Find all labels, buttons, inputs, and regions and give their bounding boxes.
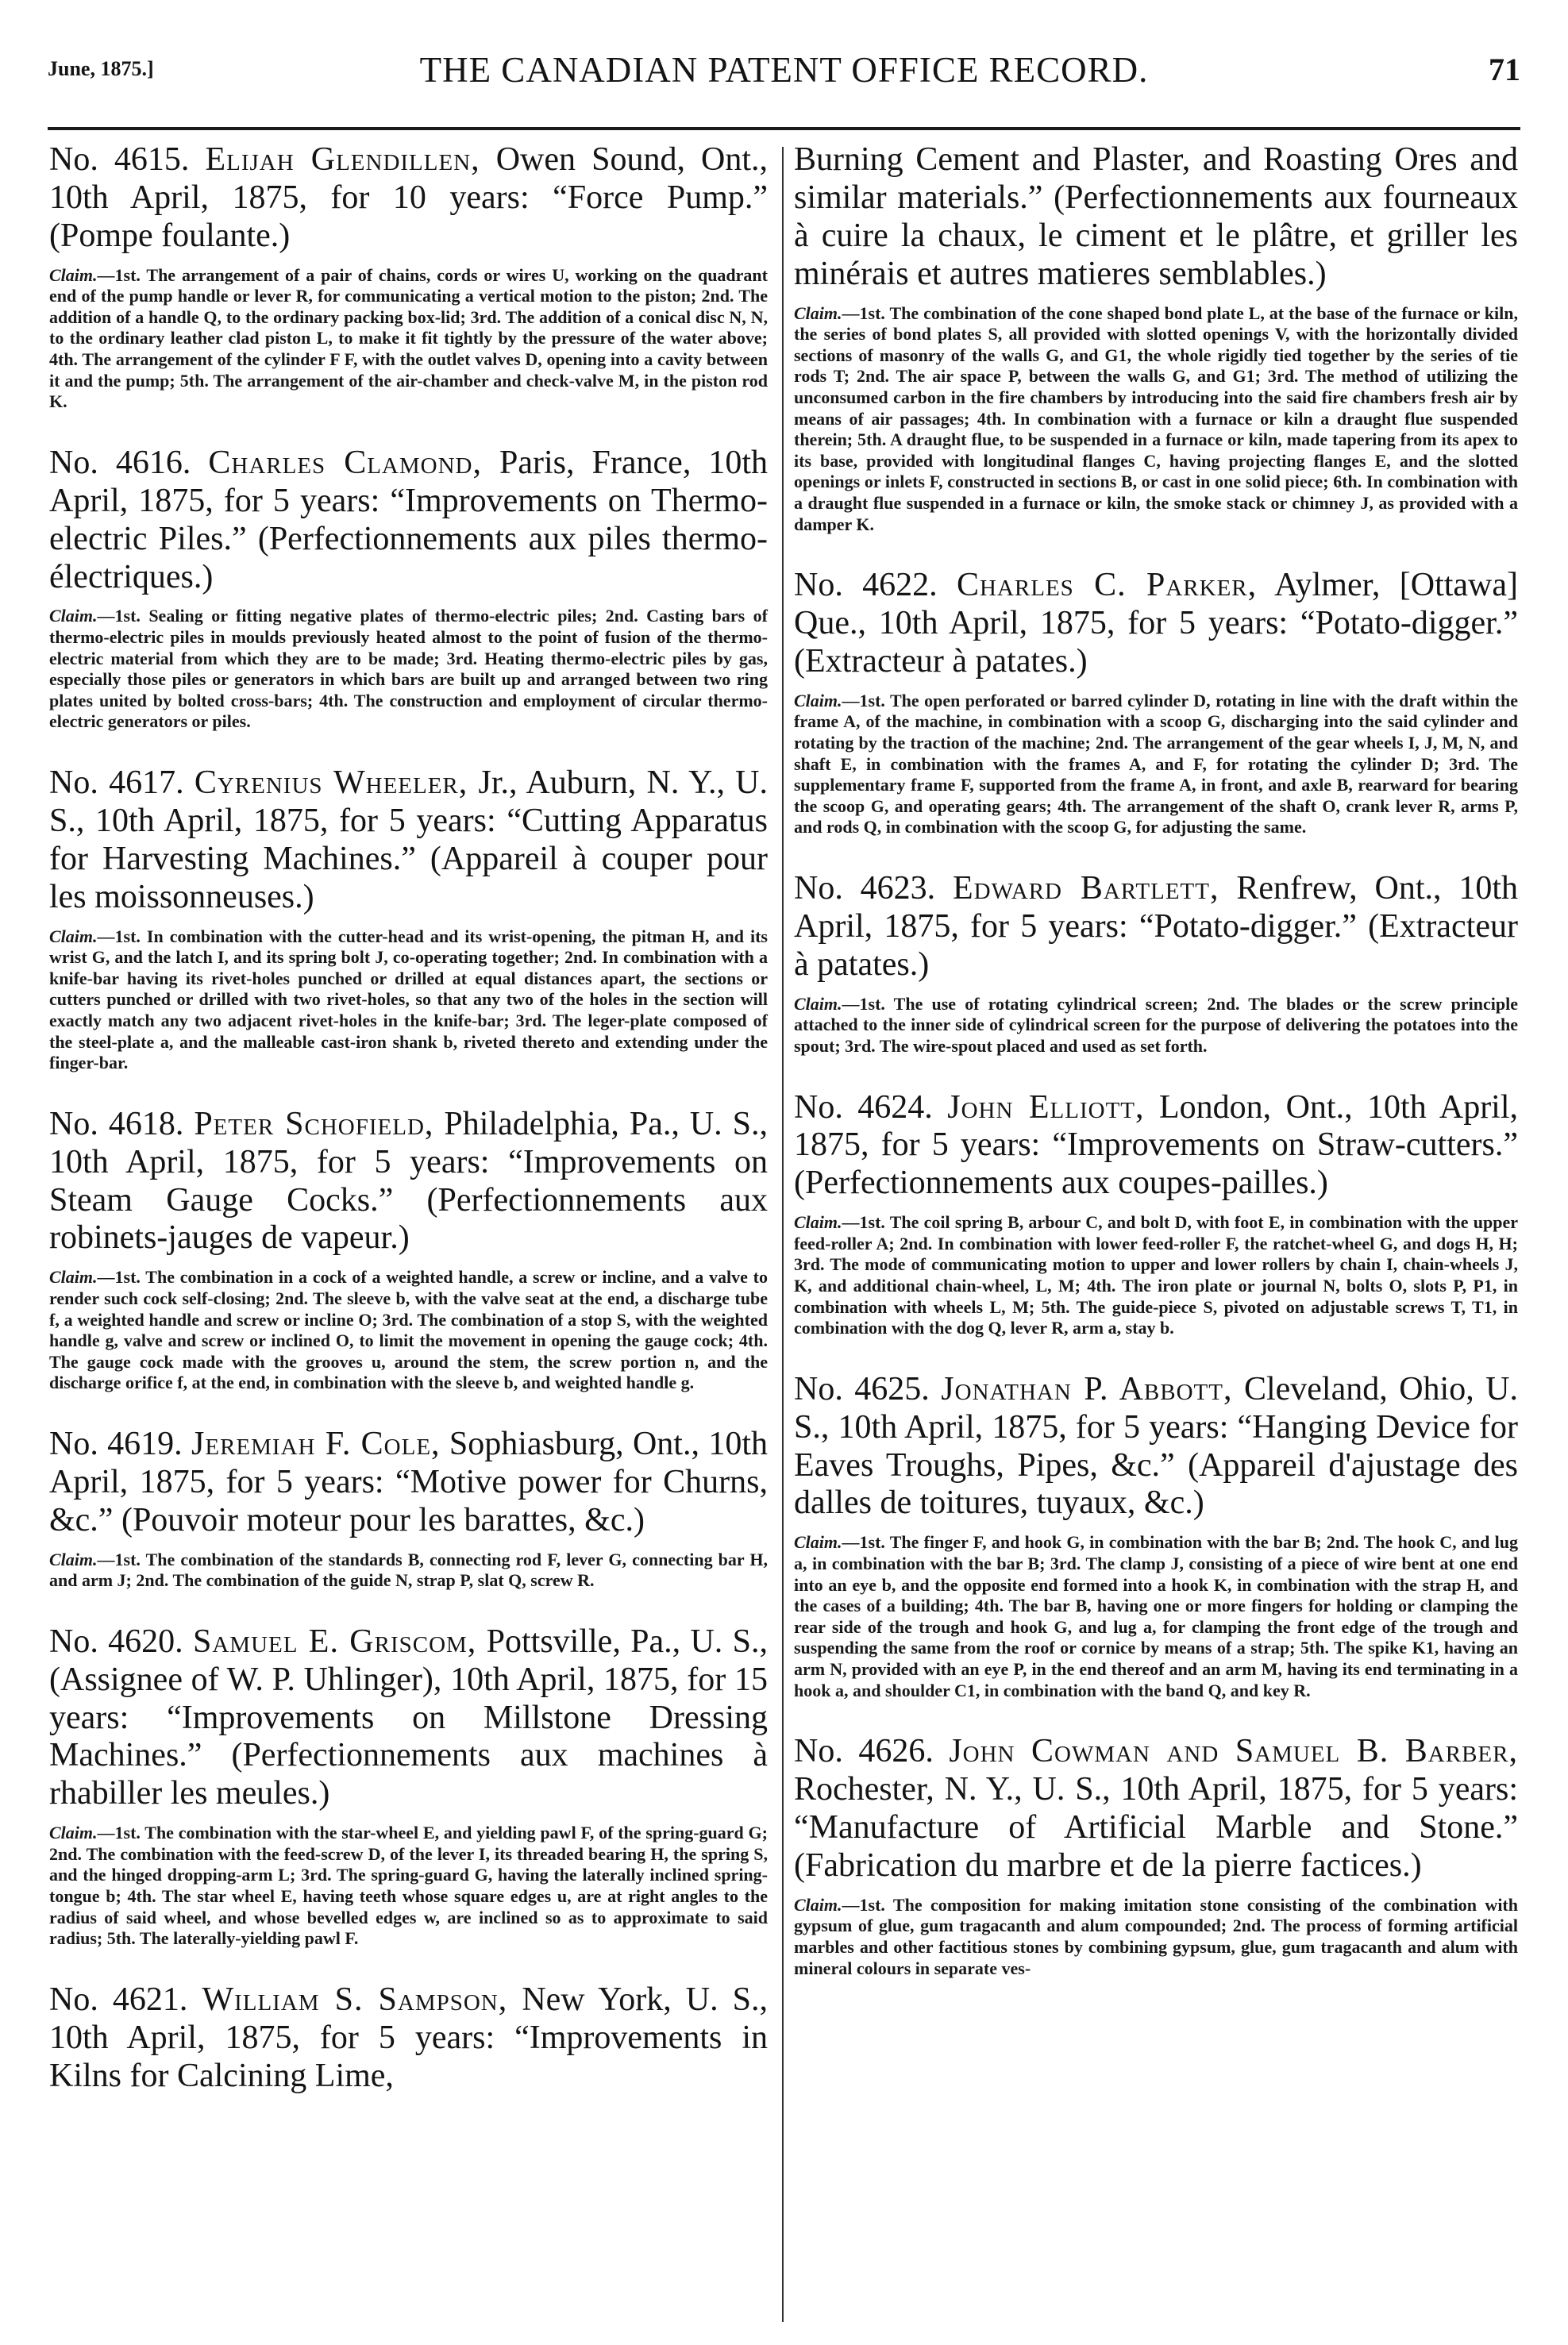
patent-heading xyxy=(794,870,1518,984)
header-page-number: 71 xyxy=(1489,52,1520,87)
patent-details: Paris, France, 10th April, 1875, for 5 years: “Improvements on Thermo-electric Piles.” (Perfectionnements aux piles thermo-électriques.) xyxy=(49,444,769,595)
inventor-name: Jeremiah F. Cole, xyxy=(191,1425,441,1462)
patent-claim xyxy=(49,1823,768,1950)
patent-details: Pottsville, Pa., U. S., (Assignee of W. P. Uhlinger), 10th April, 1875, for 15 years: “Improvements on Millstone Dressing Machines.” (Perfectionnements aux machines à rhabiller les meules.) xyxy=(49,1623,768,1812)
inventor-name: Charles Clamond, xyxy=(208,444,482,481)
patent-details: New York, U. S., 10th April, 1875, for 5 years: “Improvements in Kilns for Calcining Lime, xyxy=(49,1981,769,2094)
inventor-name: John Elliott, xyxy=(947,1088,1145,1126)
patent-number: No. 4624. xyxy=(794,1088,933,1126)
patent-heading xyxy=(794,1371,1518,1523)
header-title: THE CANADIAN PATENT OFFICE RECORD. xyxy=(419,50,1149,90)
patent-details: Philadelphia, Pa., U. S., 10th April, 1875, for 5 years: “Improvements on Steam Gauge Cocks.” (Perfectionnements aux robinets-jauges de vapeur.) xyxy=(49,1105,769,1257)
inventor-name: John Cowman and Samuel B. Barber, xyxy=(949,1733,1518,1770)
patent-number: No. 4626. xyxy=(794,1733,934,1770)
claim-text: —1st. Sealing or fitting negative plates of thermo-electric piles; 2nd. Casting bars of thermo-electric piles in moulds previously heated almost to the point of fusion of the thermo-electric material from which they are to be made; 3rd. Heating thermo-electric piles by gas, especially those piles or generators in which bars are built up and arranged between two ring plates united by bolted cross-bars; 4th. The construction and employment of circular thermo-electric generators or piles. xyxy=(49,606,768,732)
patent-entry xyxy=(794,141,1518,535)
claim-text: —1st. The combination with the star-wheel E, and yielding pawl F, of the spring-guard G; 2nd. The combination with the feed-screw D, of the lever I, its threaded bearing H, the spring S, and the hinged dropping-arm L; 3rd. The spring-guard G, having the laterally inclined spring-tongue b; 4th. The star wheel E, having teeth whose square edges u, are at right angles to the radius of said wheel, and whose bevelled edges w, are inclined so as to approximate to said radius; 5th. The laterally-yielding pawl F. xyxy=(49,1823,768,1949)
patent-number: No. 4620. xyxy=(49,1623,183,1660)
claim-label: Claim. xyxy=(49,1549,98,1569)
patent-entry xyxy=(49,1623,768,1950)
inventor-name: Cyrenius Wheeler, xyxy=(194,764,468,802)
claim-text: —1st. The combination of the cone shaped bond plate L, at the base of the furnace or kiln, the series of bond plates S, all provided with slotted openings V, with the horizontally divided sections of masonry of the walls G, and G1, the whole rigidly tied together by the series of tie rods T; 2nd. The air space P, between the walls G, and G1; 3rd. The method of utilizing the unconsumed carbon in the fire chambers by introducing into the said fire chambers fresh air by means of air passages; 4th. In combination with a furnace or kiln a draught flue suspended therein; 5th. A draught flue, to be suspended in a furnace or kiln, made tapering from its apex to its base, provided with longitudinal flanges C, having projecting flanges E, and the slotted openings or inlets F, constructed in sections B, or cast in one solid piece; 6th. In combination with a draught flue suspended in a furnace or kiln, the smoke stack or chimney J, as provided with a damper K. xyxy=(794,302,1518,534)
patent-entry xyxy=(49,1106,768,1394)
patent-details: Cleveland, Ohio, U. S., 10th April, 1875, for 5 years: “Hanging Device for Eaves Troughs, Pipes, &c.” (Appareil d'ajustage des dalles de toitures, tuyaux, &c.) xyxy=(794,1370,1519,1522)
claim-label: Claim. xyxy=(49,264,98,285)
claim-label: Claim. xyxy=(794,1894,842,1915)
patent-details: Jr., Auburn, N. Y., U. S., 10th April, 1875, for 5 years: “Cutting Apparatus for Harvesting Machines.” (Appareil à couper pour les moissonneuses.) xyxy=(49,764,769,915)
claim-text: —1st. The finger F, and hook G, in combination with the bar B; 2nd. The hook C, and lug a, in combination with the bar B; 3rd. The clamp J, consisting of a piece of wire bent at one end into an eye b, and the opposite end formed into a hook K, in combination with the strap H, and the cases of a building; 4th. The bar B, having one or more fingers for holding or clamping the rear side of the trough and hook G, and lug a, for clamping the front edge of the trough and suspending the same from the roof or cornice by means of a strap; 5th. The spike K1, having an arm N, provided with an eye P, in the end thereof and an arm M, having its end terminating in a hook a, and shoulder C1, in combination with the band Q, and key R. xyxy=(794,1532,1518,1700)
patent-heading xyxy=(49,764,768,917)
patent-entry xyxy=(49,1981,768,2096)
patent-number: No. 4621. xyxy=(49,1981,188,2018)
claim-text: —1st. The use of rotating cylindrical screen; 2nd. The blades or the screw principle attached to the inner side of cylindrical screen for the purpose of delivering the potatoes into the spout; 3rd. The wire-spout placed and used as set forth. xyxy=(794,993,1518,1056)
claim-text: —1st. In combination with the cutter-head and its wrist-opening, the pitman H, and its wrist G, and the latch I, and its spring bolt J, co-operating together; 2nd. In combination with a knife-bar having its rivet-holes punched or drilled at equal distances apart, the sections or cutters punched or drilled with two rivet-holes, so that any two of the holes in the section will exactly match any two adjacent rivet-holes in the knife-bar; 3rd. The leger-plate composed of the steel-plate a, and the malleable cast-iron shank b, riveted thereto and extending under the finger-bar. xyxy=(49,926,768,1073)
patent-claim xyxy=(794,1532,1518,1701)
patent-entry xyxy=(49,445,768,733)
claim-label: Claim. xyxy=(49,926,98,946)
patent-claim xyxy=(49,1550,768,1592)
patent-heading xyxy=(49,1426,768,1540)
patent-heading xyxy=(794,1089,1518,1203)
patent-entry xyxy=(49,1426,768,1592)
patent-claim xyxy=(794,691,1518,838)
patent-claim xyxy=(794,1895,1518,1979)
patent-entry xyxy=(49,141,768,413)
patent-claim xyxy=(49,606,768,733)
patent-entry xyxy=(794,567,1518,838)
patent-heading xyxy=(49,445,768,597)
claim-label: Claim. xyxy=(794,690,842,710)
patent-claim xyxy=(794,303,1518,536)
claim-label: Claim. xyxy=(49,1267,98,1288)
patent-heading xyxy=(49,141,768,256)
patent-claim xyxy=(49,1267,768,1394)
patent-heading xyxy=(794,1733,1518,1885)
patent-details: Aylmer, [Ottawa] Que., 10th April, 1875, for 5 years: “Potato-digger.” (Extracteur à patates.) xyxy=(794,567,1519,680)
claim-label: Claim. xyxy=(49,606,98,626)
patent-heading xyxy=(794,567,1518,681)
page-header xyxy=(48,49,1520,97)
patent-number: No. 4625. xyxy=(794,1370,930,1407)
patent-details: Owen Sound, Ont., 10th April, 1875, for 10 years: “Force Pump.” (Pompe foulante.) xyxy=(49,141,769,254)
patent-details: Sophiasburg, Ont., 10th April, 1875, for 5 years: “Motive power for Churns, &c.” (Pouvoir moteur pour les barattes, &c.) xyxy=(49,1425,768,1538)
patent-entry xyxy=(794,1371,1518,1701)
patent-details: Burning Cement and Plaster, and Roasting Ores and similar materials.” (Perfectionnements aux fourneaux à cuire la chaux, le ciment et le plâtre, et griller les minérais et autres matieres semblables.) xyxy=(794,141,1518,292)
inventor-name: Peter Schofield, xyxy=(194,1105,434,1142)
patent-claim xyxy=(794,994,1518,1057)
patent-number: No. 4616. xyxy=(49,444,191,481)
patent-claim xyxy=(49,265,768,413)
patent-entry xyxy=(794,870,1518,1057)
inventor-name: Charles C. Parker, xyxy=(957,567,1258,604)
claim-label: Claim. xyxy=(49,1823,98,1843)
claim-label: Claim. xyxy=(794,1532,842,1553)
patent-heading xyxy=(49,1981,768,2096)
patent-heading xyxy=(49,1623,768,1813)
claim-text: —1st. The combination in a cock of a weighted handle, a screw or incline, and a valve to render such cock self-closing; 2nd. The sleeve b, with the valve seat at the end, a discharge tube f, a weighted handle and screw or incline O; 3rd. The combination of a stop S, with the weighted handle g, valve and screw or inclined O, to limit the movement in opening the gauge cock; 4th. The gauge cock made with the grooves u, around the stem, the screw portion n, and the discharge orifice f, at the end, in combination with the sleeve b, and weighted handle g. xyxy=(49,1267,768,1393)
patent-claim xyxy=(49,926,768,1074)
patent-details: Renfrew, Ont., 10th April, 1875, for 5 years: “Potato-digger.” (Extracteur à patates.) xyxy=(794,870,1519,983)
patent-number: No. 4623. xyxy=(794,870,936,907)
patent-heading xyxy=(794,141,1518,294)
patent-details: London, Ont., 10th April, 1875, for 5 years: “Improvements on Straw-cutters.” (Perfectionnements aux coupes-pailles.) xyxy=(794,1088,1519,1202)
patent-number: No. 4617. xyxy=(49,764,184,802)
patent-number: No. 4619. xyxy=(49,1425,183,1462)
header-rule xyxy=(48,127,1520,130)
inventor-name: Elijah Glendillen, xyxy=(205,141,480,178)
inventor-name: William S. Sampson, xyxy=(202,1981,508,2018)
patent-entry xyxy=(49,764,768,1074)
claim-text: —1st. The arrangement of a pair of chains, cords or wires U, working on the quadrant end of the pump handle or lever R, for communicating a vertical motion to the piston; 2nd. The addition of a handle Q, to the ordinary packing box-lid; 3rd. The addition of a conical disc N, N, to the ordinary leather clad piston L, to make it fit tightly by the pressure of the water above; 4th. The arrangement of the cylinder F F, with the outlet valves D, opening into a cavity between it and the pump; 5th. The arrangement of the air-chamber and check-valve M, in the piston rod K. xyxy=(49,264,768,412)
claim-text: —1st. The combination of the standards B, connecting rod F, lever G, connecting bar H, and arm J; 2nd. The combination of the guide N, strap P, slat Q, screw R. xyxy=(49,1549,768,1591)
patent-number: No. 4622. xyxy=(794,567,938,604)
claim-text: —1st. The coil spring B, arbour C, and bolt D, with foot E, in combination with the upper feed-roller A; 2nd. In combination with lower feed-roller F, the ratchet-wheel G, and dogs H, H; 3rd. The mode of communicating motion to upper and lower rollers by chain I, chain-wheels J, K, and additional chain-wheel, L, M; 4th. The iron plate or journal N, bolts O, slots P, P1, in combination with wheels L, M; 5th. The guide-piece S, pivoted on adjustable screws T, T1, in combination with the dog Q, lever R, arm a, stay b. xyxy=(794,1212,1518,1338)
patent-entry xyxy=(794,1733,1518,1979)
claim-text: —1st. The composition for making imitation stone consisting of the combination with gypsum of glue, gum tragacanth and alum compounded; 2nd. The process of forming artificial marbles and other factitious stones by combining gypsum, glue, gum tragacanth and alum with mineral colours in separate ves- xyxy=(794,1894,1518,1978)
patent-claim xyxy=(794,1212,1518,1339)
left-column xyxy=(49,141,768,2127)
inventor-name: Edward Bartlett, xyxy=(953,870,1219,907)
patent-number: No. 4618. xyxy=(49,1105,184,1142)
patent-number: No. 4615. xyxy=(49,141,190,178)
column-divider xyxy=(782,147,784,2322)
patent-details: Rochester, N. Y., U. S., 10th April, 1875, for 5 years: “Manufacture of Artificial Marble and Stone.” (Fabrication du marbre et de la pierre factices.) xyxy=(794,1771,1518,1884)
claim-label: Claim. xyxy=(794,993,842,1014)
inventor-name: Jonathan P. Abbott, xyxy=(941,1370,1233,1407)
claim-label: Claim. xyxy=(794,302,842,323)
patent-heading xyxy=(49,1106,768,1258)
claim-label: Claim. xyxy=(794,1212,842,1233)
header-date: June, 1875.] xyxy=(48,57,154,80)
right-column xyxy=(794,141,1518,2011)
patent-entry xyxy=(794,1089,1518,1339)
inventor-name: Samuel E. Griscom, xyxy=(193,1623,477,1660)
claim-text: —1st. The open perforated or barred cylinder D, rotating in line with the draft within the frame A, of the machine, in combination with a scoop G, discharging into the said cylinder and rotating by the traction of the machine; 2nd. The arrangement of the gear wheels I, J, M, N, and shaft E, in combination with the frames A, and F, for rotating the cylinder D; 3rd. The supplementary frame F, supported from the frame A, in front, and axle B, rearward for bearing the scoop G, and operating gears; 4th. The arrangement of the shaft O, crank lever R, arms P, and rods Q, in combination with the scoop G, for adjusting the same. xyxy=(794,690,1518,838)
